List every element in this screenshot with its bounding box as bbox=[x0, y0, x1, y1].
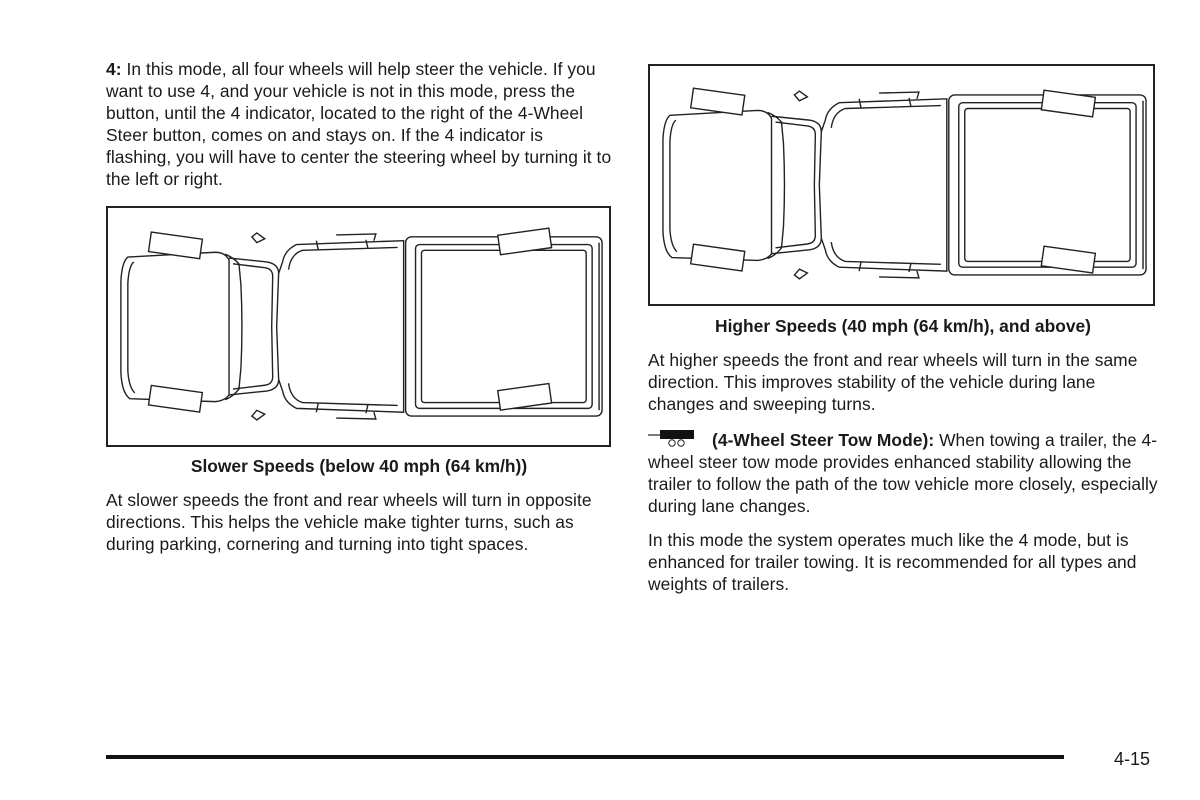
tow-mode-text: When towing a trailer, the 4-wheel steer tow mode provides enhanced stability allowing the trailer to follow the path of the tow vehicle more closely, especially during lane changes. bbox=[648, 430, 1158, 516]
front-left-wheel bbox=[691, 88, 745, 115]
left-column bbox=[106, 58, 612, 555]
high-speed-truck-diagram bbox=[650, 66, 1153, 304]
high-speed-caption: Higher Speeds (40 mph (64 km/h), and above) bbox=[715, 316, 1091, 336]
footer-rule bbox=[106, 755, 1064, 759]
rear-left-wheel bbox=[1041, 90, 1095, 117]
intro-heading: 4: bbox=[106, 59, 122, 79]
front-left-wheel bbox=[149, 232, 203, 259]
front-right-wheel bbox=[691, 244, 745, 271]
front-right-wheel bbox=[149, 385, 203, 412]
intro-text: In this mode, all four wheels will help steer the vehicle. If you want to use 4, and your vehicle is not in this mode, press the button, until the 4 indicator, located to the right of the 4-Wheel Steer button, comes on and stays on. If the 4 indicator is flashing, you will have to center the steering wheel by turning it to the left or right. bbox=[106, 59, 612, 189]
slow-speed-paragraph: At slower speeds the front and rear wheels will turn in opposite directions. This helps the vehicle make tighter turns, such as during parking, cornering and turning into tight spaces. bbox=[106, 490, 592, 554]
slow-speed-truck-diagram bbox=[108, 208, 609, 445]
high-speed-paragraph: At higher speeds the front and rear wheels will turn in the same direction. This improves stability of the vehicle during lane changes and sweeping turns. bbox=[648, 350, 1138, 414]
tow-mode-description: In this mode the system operates much like the 4 mode, but is enhanced for trailer towing. It is recommended for all types and weights of trailers. bbox=[648, 530, 1137, 594]
trailer-tow-icon bbox=[648, 430, 706, 448]
high-speed-figure bbox=[648, 64, 1155, 306]
rear-right-wheel bbox=[1041, 246, 1095, 273]
rear-right-wheel bbox=[498, 384, 552, 411]
right-column bbox=[648, 58, 1158, 595]
slow-speed-caption: Slower Speeds (below 40 mph (64 km/h)) bbox=[190, 456, 528, 476]
slow-speed-figure bbox=[106, 206, 611, 447]
tow-mode-paragraph bbox=[648, 429, 1158, 517]
tow-mode-heading: (4-Wheel Steer Tow Mode): bbox=[712, 430, 935, 450]
intro-paragraph bbox=[106, 58, 612, 190]
page-number: 4-15 bbox=[1114, 749, 1151, 769]
